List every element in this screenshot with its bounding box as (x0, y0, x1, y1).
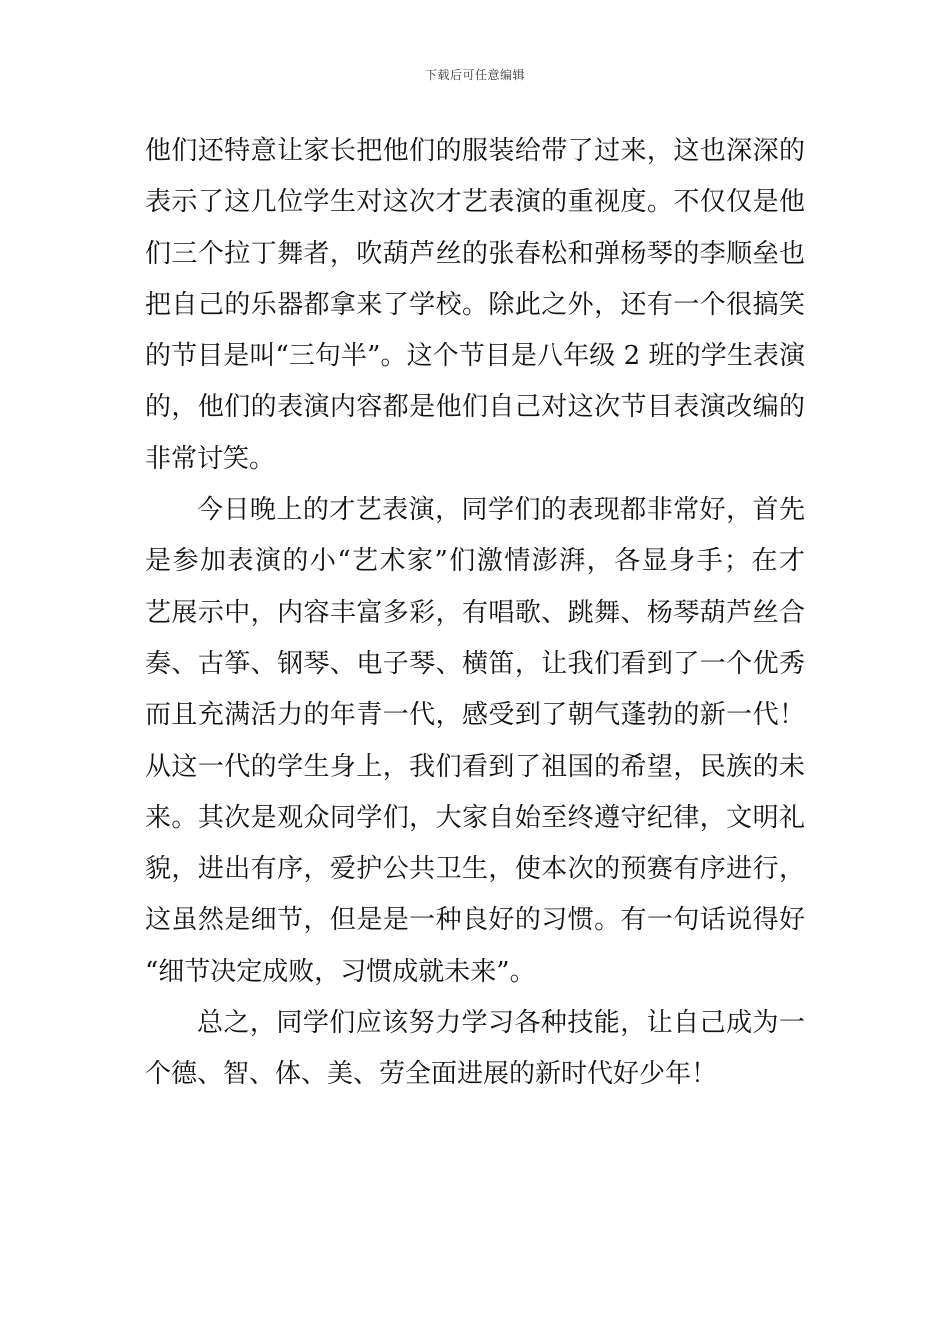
text-line: 个德、智、体、美、劳全面进展的新时代好少年！ (145, 1059, 718, 1090)
header-note: 下载后可任意编辑 (424, 68, 525, 82)
text-line: 而且充满活力的年青一代，感受到了朝气蓬勃的新一代！ (145, 700, 805, 731)
document-body (145, 126, 805, 1101)
text-line: 奏、古筝、钢琴、电子琴、横笛，让我们看到了一个优秀 (145, 648, 805, 679)
text-line: 貌，进出有序，爱护公共卫生，使本次的预赛有序进行， (145, 854, 805, 885)
text-line: 表示了这几位学生对这次才艺表演的重视度。不仅仅是他 (145, 187, 805, 218)
text-line: 总之，同学们应该努力学习各种技能，让自己成为一 (197, 1008, 805, 1039)
text-line: 把自己的乐器都拿来了学校。除此之外，还有一个很搞笑 (145, 289, 805, 320)
text-line: 是参加表演的小“艺术家”们激情澎湃，各显身手；在才 (145, 546, 805, 577)
text-line: 们三个拉丁舞者，吹葫芦丝的张春松和弹杨琴的李顺垒也 (145, 238, 805, 269)
text-line: 的节目是叫“三句半”。这个节目是八年级 2 班的学生表演 (145, 341, 805, 372)
text-line: “细节决定成败，习惯成就未来”。 (145, 956, 536, 987)
text-line: 今日晚上的才艺表演，同学们的表现都非常好，首先 (197, 495, 805, 526)
text-line: 这虽然是细节，但是是一种良好的习惯。有一句话说得好 (145, 905, 805, 936)
text-line: 从这一代的学生身上，我们看到了祖国的希望，民族的未 (145, 751, 805, 782)
paragraph-2 (145, 485, 805, 998)
text-line: 他们还特意让家长把他们的服装给带了过来，这也深深的 (145, 136, 805, 166)
text-line: 的，他们的表演内容都是他们自己对这次节目表演改编的 (145, 392, 805, 423)
text-line: 艺展示中，内容丰富多彩，有唱歌、跳舞、杨琴葫芦丝合 (145, 597, 805, 628)
paragraph-3 (145, 998, 805, 1101)
text-line: 非常讨笑。 (145, 443, 276, 474)
text-line: 来。其次是观众同学们，大家自始至终遵守纪律，文明礼 (145, 802, 805, 833)
paragraph-1 (145, 126, 805, 485)
